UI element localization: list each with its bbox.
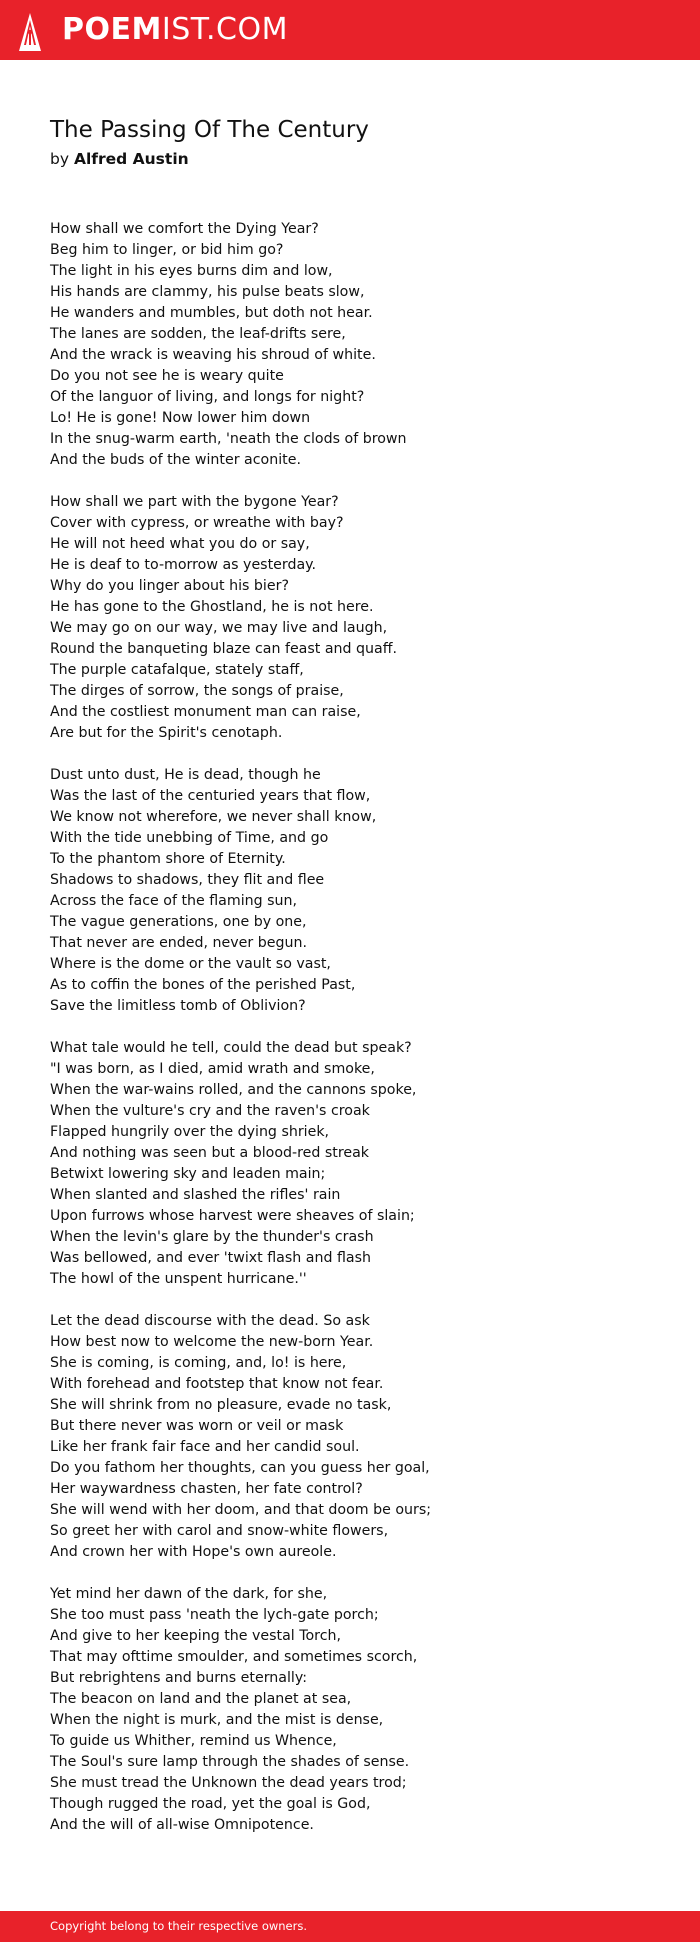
stanza [50,1311,670,1563]
poem-line: Are but for the Spirit's cenotaph. [50,725,283,741]
logo-text-light: IST.COM [161,12,288,47]
byline-prefix: by [50,150,70,168]
poem-line: But rebrightens and burns eternally: [50,1670,308,1686]
poem-line: "I was born, as I died, amid wrath and smoke, [50,1061,375,1077]
poem-line: Do you fathom her thoughts, can you guess her goal, [50,1460,430,1476]
poem-line: The beacon on land and the planet at sea, [50,1691,352,1707]
poem-line: The Soul's sure lamp through the shades of sense. [50,1754,410,1770]
poem-line: Where is the dome or the vault so vast, [50,956,331,972]
poem-line: That never are ended, never begun. [50,935,307,951]
poem-line: Do you not see he is weary quite [50,368,284,384]
poem-line: Why do you linger about his bier? [50,578,289,594]
stanza [50,1038,670,1290]
poem-line: How best now to welcome the new-born Year. [50,1334,374,1350]
poem-line: With the tide unebbing of Time, and go [50,830,329,846]
poem-heading [50,114,650,170]
copyright-text: Copyright belong to their respective owners. [50,1919,308,1933]
poem-line: Shadows to shadows, they flit and flee [50,872,325,888]
poem-line: How shall we part with the bygone Year? [50,494,339,510]
site-header [0,0,700,60]
poem-line: And the will of all-wise Omnipotence. [50,1817,314,1833]
poem-line: The light in his eyes burns dim and low, [50,263,333,279]
poem-line: How shall we comfort the Dying Year? [50,221,319,237]
poem-line: The howl of the unspent hurricane.'' [50,1271,307,1287]
poem-line: Lo! He is gone! Now lower him down [50,410,311,426]
stanza [50,492,670,744]
byline [50,148,650,170]
poem-line: Yet mind her dawn of the dark, for she, [50,1586,328,1602]
poem-line: When slanted and slashed the rifles' rain [50,1187,341,1203]
author-name[interactable]: Alfred Austin [73,150,189,168]
poem-line: Cover with cypress, or wreathe with bay? [50,515,344,531]
poem-line: Though rugged the road, yet the goal is God, [50,1796,371,1812]
poem-line: When the war-wains rolled, and the cannons spoke, [50,1082,417,1098]
poem-line: With forehead and footstep that know not fear. [50,1376,384,1392]
site-logo-link[interactable] [62,10,288,50]
poem-line: The lanes are sodden, the leaf-drifts sere, [50,326,346,342]
poem-line: Of the languor of living, and longs for night? [50,389,365,405]
poem-line: And the costliest monument man can raise, [50,704,361,720]
poem-line: Across the face of the flaming sun, [50,893,298,909]
poem-line: Beg him to linger, or bid him go? [50,242,284,258]
poem-line: He will not heed what you do or say, [50,536,310,552]
poem-line: When the levin's glare by the thunder's crash [50,1229,374,1245]
poem-line: The vague generations, one by one, [50,914,307,930]
poem-line: His hands are clammy, his pulse beats slow, [50,284,365,300]
logo-text-bold: POEM [62,12,162,47]
poem-line: She will wend with her doom, and that doom be ours; [50,1502,432,1518]
poem-line: To guide us Whither, remind us Whence, [50,1733,337,1749]
poem-line: That may ofttime smoulder, and sometimes scorch, [50,1649,418,1665]
pen-nib-icon[interactable] [18,12,42,52]
poem-line: He has gone to the Ghostland, he is not here. [50,599,374,615]
poem-line: The purple catafalque, stately staff, [50,662,304,678]
poem-line: Save the limitless tomb of Oblivion? [50,998,306,1014]
poem-line: She too must pass 'neath the lych-gate porch; [50,1607,379,1623]
poem-line: She must tread the Unknown the dead years trod; [50,1775,407,1791]
poem-line: The dirges of sorrow, the songs of praise, [50,683,344,699]
poem-line: He is deaf to to-morrow as yesterday. [50,557,317,573]
poem-line: And give to her keeping the vestal Torch, [50,1628,342,1644]
poem-line: Was the last of the centuried years that flow, [50,788,371,804]
poem-line: What tale would he tell, could the dead but speak? [50,1040,412,1056]
poem-line: Betwixt lowering sky and leaden main; [50,1166,326,1182]
poem-line: So greet her with carol and snow-white flowers, [50,1523,389,1539]
poem-line: Upon furrows whose harvest were sheaves of slain; [50,1208,415,1224]
poem-line: And the wrack is weaving his shroud of white. [50,347,376,363]
poem-line: To the phantom shore of Eternity. [50,851,286,867]
poem-line: Her waywardness chasten, her fate control? [50,1481,363,1497]
poem-line: Was bellowed, and ever 'twixt flash and flash [50,1250,371,1266]
poem-line: As to coffin the bones of the perished Past, [50,977,356,993]
poem-line: And crown her with Hope's own aureole. [50,1544,337,1560]
poem-line: Dust unto dust, He is dead, though he [50,767,321,783]
poem-line: We may go on our way, we may live and laugh, [50,620,388,636]
poem-line: She will shrink from no pleasure, evade no task, [50,1397,392,1413]
stanza [50,765,670,1017]
poem-line: He wanders and mumbles, but doth not hear. [50,305,373,321]
poem-line: Flapped hungrily over the dying shriek, [50,1124,330,1140]
poem-line: Like her frank fair face and her candid soul. [50,1439,360,1455]
poem-line: When the night is murk, and the mist is dense, [50,1712,384,1728]
poem-title: The Passing Of The Century [50,117,369,143]
poem-line: We know not wherefore, we never shall know, [50,809,377,825]
site-footer [0,1911,700,1942]
poem-line: When the vulture's cry and the raven's croak [50,1103,370,1119]
poem-line: But there never was worn or veil or mask [50,1418,344,1434]
poem-line: And nothing was seen but a blood-red streak [50,1145,370,1161]
stanza [50,1584,670,1836]
poem-line: She is coming, is coming, and, lo! is here, [50,1355,347,1371]
poem-body [50,219,670,1857]
stanza [50,219,670,471]
poem-line: Let the dead discourse with the dead. So ask [50,1313,370,1329]
poem-line: In the snug-warm earth, 'neath the clods of brown [50,431,407,447]
poem-line: And the buds of the winter aconite. [50,452,301,468]
poem-line: Round the banqueting blaze can feast and quaff. [50,641,398,657]
